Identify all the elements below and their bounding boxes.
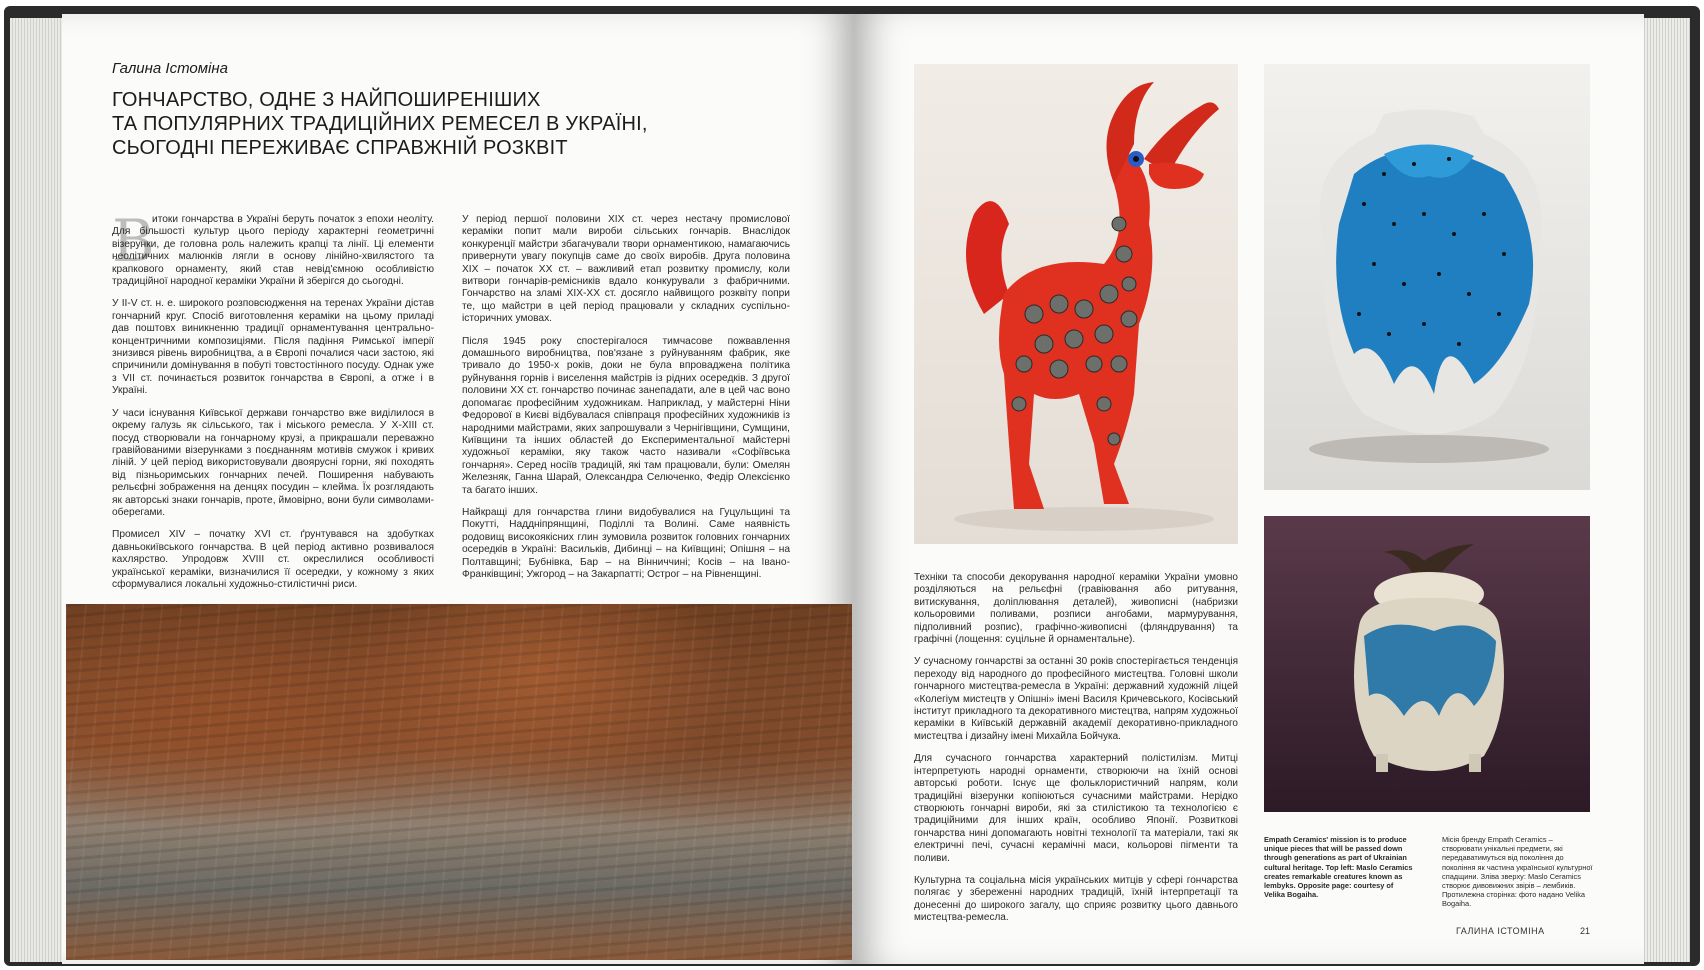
- paragraph: У II-V ст. н. е. широкого розповсюдження на теренах України дістав гончарний круг. Спосіб виготовлення кераміки на цьому приладі дав поштовх виникненню традиції орнаментування центрально-концентричними композиціями. Після падіння Римської імперії знизився рівень виробництва, а в Європі почалися часи застою, які спричинили домінування в побуті товстостінного посуду. Однак уже з VII ст. починається розвиток гончарства в Європі, а отже і в Україні.: [112, 298, 434, 397]
- page-edges-left: [10, 18, 62, 962]
- drop-cap: В: [112, 207, 155, 275]
- photo-caption-ukrainian: Місія бренду Empath Ceramics – створювати унікальні предмети, які передаватимуться від покоління до покоління як частина української культурної спадщини. Зліва зверху: Maslo Ceramics створює дивовижних звірів – лембиків. Протилежна сторінка: фото надано Velika Bogaiha.: [1442, 835, 1593, 909]
- author-name: Галина Істоміна: [112, 60, 228, 77]
- lidded-jar-photo: [1264, 516, 1590, 812]
- page-number: 21: [1580, 926, 1591, 936]
- paragraph: Техніки та способи декорування народної кераміки України умовно розділяються на рельєфні (гравіювання або ритування, витискування, доліплювання деталей), живописні (набризки кольоровими поливами, розписи ангобами, мармурування, підполивний розпис), графічно-живописні (фляндрування) та графічні (лощення: суцільне й орнаментальне).: [914, 572, 1238, 646]
- paragraph: Найкращі для гончарства глини видобувалися на Гуцульщині та Покутті, Наддніпрянщині, Поділлі та Волині. Саме наявність родовищ високоякісних глин зумовила розвиток головних гончарних осередків в Україні: Васильків, Дибинці – на Київщині; Опішня – на Полтавщині; Бубнівка, Бар – на Вінниччині; Косів – на Івано-Франківщині; Ужгород – на Закарпатті; Острог – на Рівненщині.: [462, 506, 790, 580]
- text-column-3: [914, 572, 1238, 935]
- footer-author: ГАЛИНА ІСТОМІНА: [1456, 926, 1545, 936]
- title-line: СЬОГОДНІ ПЕРЕЖИВАЄ СПРАВЖНІЙ РОЗКВІТ: [112, 137, 568, 159]
- paragraph: Після 1945 року спостерігалося тимчасове пожвавлення домашнього виробництва, пов'язане з руйнуванням фабрик, яке тривало до 1950-х років, доки не була впроваджена політика руйнування горнів і виселення майстрів із рідних осередків. З другої половини XX ст. гончарство починає занепадати, але в цей час воно допомагає професійним художникам. Наприклад, у майстерні Ніни Федорової в Києві відбувалася співпраця професійних художників із народними майстрами, яких запрошували з Чернігівщини, Сумщини, Київщини та інших областей до Експериментальної майстерні художньої кераміки, яку також часто називали «Софіївська гончарня». Серед носіїв традицій, які там працювали, були: Омелян Железняк, Ганна Шарай, Олександра Селюченко, Федір Олексієнко та багато інших.: [462, 335, 790, 496]
- paragraph: У період першої половини XIX ст. через нестачу промислової кераміки попит мали вироби сільських гончарів. Внаслідок конкуренції майстри збагачували твори орнаментикою, намагаючись привернути увагу покупців саме до своїх виробів. Друга половина XIX – початок XX ст. – важливий етап розвитку промислу, коли витвори гончарів-ремісників вдало конкурували з фабричними. Гончарство на зламі XIX-XX ст. досягло найвищого розквіту попри те, що майстри в цей період працювали у складних суспільно-історичних умовах.: [462, 214, 790, 325]
- blue-vase-photo: [1264, 64, 1590, 490]
- paragraph: У сучасному гончарстві за останні 30 років спостерігається тенденція переходу від народного до професійного мистецтва. Головні школи гончарного мистецтва-ремесла в Україні: державний художній ліцей «Колегіум мистецтв у Опішні» імені Василя Кричевського, Косівський інститут прикладного та декоративного мистецтва, напрям художньої кераміки в Київській державній академії декоративно-прикладного мистецтва і дизайну імені Михайла Бойчука.: [914, 656, 1238, 742]
- title-line: ГОНЧАРСТВО, ОДНЕ З НАЙПОШИРЕНІШИХ: [112, 89, 541, 111]
- text-column-2: [462, 214, 790, 591]
- paragraph: итоки гончарства в Україні беруть початок з епохи неоліту. Для більшості культур цього періоду характерні геометричні візерунки, де головна роль належить крапці та лінії. Ці елементи неолітичних малюнків лягли в основу лінійно-хвилястого та крапкового орнаменту, який став невід'ємною особливістю традиційної народної кераміки України й зберігся до сьогодні.: [112, 214, 434, 288]
- goat-illustration: [914, 64, 1238, 544]
- paragraph: Культурна та соціальна місія українських митців у сфері гончарства полягає у збереженні народних традицій, їхній інтерпретації та донесенні до широкого загалу, що сприяє розвитку цього давнього мистецтва-ремесла.: [914, 874, 1238, 924]
- vase-illustration: [1264, 64, 1590, 490]
- clay-rock-photo: [66, 604, 852, 960]
- photo-caption-english: Empath Ceramics' mission is to produce unique pieces that will be passed down through generations as part of Ukrainian cultural heritage. Top left: Maslo Ceramics creates remarkable creatures known as lembyks. Opposite page: courtesy of Velika Bogaiha.: [1264, 835, 1413, 900]
- jar-illustration: [1264, 516, 1590, 812]
- page-edges-right: [1644, 18, 1690, 962]
- red-goat-figurine-photo: [914, 64, 1238, 544]
- paragraph: Промисел XIV – початку XVI ст. ґрунтувався на здобутках давньокиївського гончарства. В цей період активно розвивалося кахлярство. Упродовж XVIII ст. окреслилися особливості української кераміки, визначилися її осередки, у кожному з яких сформувалися локальні художньо-стилістичні риси.: [112, 529, 434, 590]
- article-title: [112, 88, 652, 160]
- text-column-1: [112, 207, 434, 601]
- paragraph: Для сучасного гончарства характерний полістилізм. Митці інтерпретують народні орнаменти, створюючи на їхній основі авторські роботи. Існує ще фольклористичний напрям, коли традиційні візерунки копіюються сучасними майстрами. Нерідко створюють гончарні вироби, які за стилістикою та технологією є традиційними для інших країн, особливо Японії. Розвиткові гончарства нині допомагають новітні технології та матеріали, такі як електричні печі, сучасні керамічні маси, кольорові пігменти та поливи.: [914, 753, 1238, 864]
- paragraph: У часи існування Київської держави гончарство вже виділилося в окрему галузь як сільського, так і міського ремесла. У X-XIII ст. посуд створювали на гончарному крузі, а прикрашали переважно гравійованими візерунками з поєднанням мотивів смужок і кривих ліній. У цей період використовували двоярусні горни, які походять від пізньоримських гончарних печей. Поширення набувають рельєфні зображення на денцях посудин – клейма. Їх розглядають як авторські знаки гончарів, проте, ймовірно, вони були символами-оберегами.: [112, 407, 434, 518]
- title-line: ТА ПОПУЛЯРНИХ ТРАДИЦІЙНИХ РЕМЕСЕЛ В УКРАЇНІ,: [112, 113, 648, 135]
